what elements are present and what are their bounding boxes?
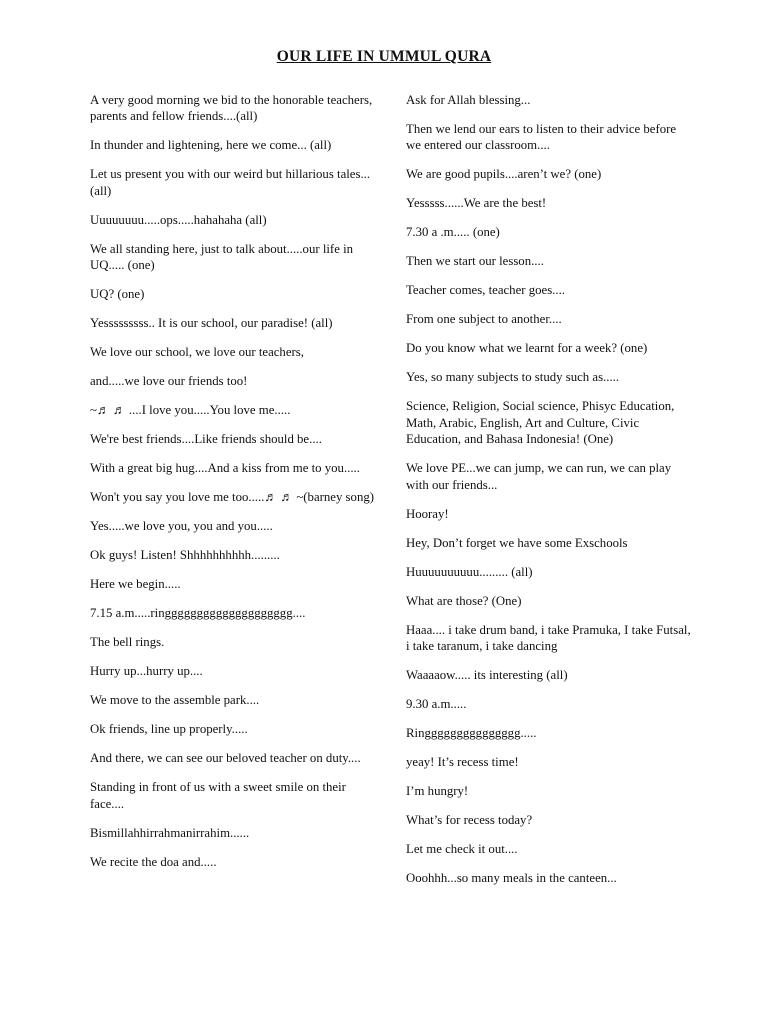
script-line: We all standing here, just to talk about.....our life in UQ..... (one): [90, 241, 354, 273]
script-line: We move to the assemble park....: [90, 693, 260, 708]
script-line: Bismillahhirrahmanirrahim......: [90, 825, 250, 840]
script-line: Hey, Don’t forget we have some Exschools: [406, 535, 628, 550]
script-line: Then we lend our ears to listen to their advice before we entered our classroom....: [406, 122, 677, 153]
script-line: We recite the doa and.....: [90, 854, 217, 869]
script-line: Ok friends, line up properly.....: [90, 722, 248, 737]
script-line: Ok guys! Listen! Shhhhhhhhhh.........: [90, 548, 280, 563]
script-line: Hooray!: [406, 506, 449, 521]
script-line: With a great big hug....And a kiss from me to you.....: [90, 461, 360, 476]
script-line: Let us present you with our weird but hillarious tales...(all): [90, 167, 371, 198]
script-line: What are those? (One): [406, 593, 522, 608]
script-line: Uuuuuuuu.....ops.....hahahaha (all): [90, 212, 267, 227]
script-line: Ask for Allah blessing...: [406, 93, 531, 107]
script-line: Science, Religion, Social science, Phisyc Education, Math, Arabic, English, Art and Culture, Civic Education, and Bahasa Indonesia! (One): [406, 399, 675, 447]
script-line: And there, we can see our beloved teacher on duty....: [90, 751, 361, 766]
script-line: Haaa.... i take drum band, i take Pramuka, I take Futsal, i take taranum, i take dancing: [406, 622, 691, 654]
script-line: Do you know what we learnt for a week? (one): [406, 341, 648, 356]
script-line: Yes.....we love you, you and you.....: [90, 519, 273, 534]
script-line: From one subject to another....: [406, 312, 562, 327]
script-line: Yesssssssss.. It is our school, our paradise! (all): [90, 316, 333, 331]
script-line: Then we start our lesson....: [406, 254, 544, 269]
script-line: Teacher comes, teacher goes....: [406, 283, 565, 298]
script-line: Let me check it out....: [406, 842, 518, 857]
script-line: yeay! It’s recess time!: [406, 755, 519, 770]
left-column: [90, 92, 380, 883]
script-line: In thunder and lightening, here we come... (all): [90, 138, 332, 153]
script-line: We love our school, we love our teachers,: [90, 345, 304, 360]
script-line: What’s for recess today?: [406, 813, 533, 828]
script-line: I’m hungry!: [406, 784, 469, 799]
script-line: Ringgggggggggggggg.....: [406, 726, 537, 741]
script-line: 7.30 a .m..... (one): [406, 225, 500, 240]
script-line: and.....we love our friends too!: [90, 374, 248, 389]
script-line: ~♬ ♬ ....I love you.....You love me.....: [90, 403, 291, 418]
script-line: 7.15 a.m.....ringggggggggggggggggggg....: [90, 606, 306, 621]
script-line: A very good morning we bid to the honorable teachers, parents and fellow friends....(all): [90, 93, 373, 124]
page-title: OUR LIFE IN UMMUL QURA: [276, 48, 492, 65]
script-line: The bell rings.: [90, 635, 165, 650]
script-line: UQ? (one): [90, 287, 145, 302]
script-line: 9.30 a.m.....: [406, 697, 467, 712]
script-line: Huuuuuuuuuu......... (all): [406, 564, 533, 579]
script-line: Yesssss......We are the best!: [406, 196, 547, 211]
script-line: We are good pupils....aren’t we? (one): [406, 167, 602, 182]
script-line: We're best friends....Like friends should be....: [90, 432, 322, 447]
script-line: Yes, so many subjects to study such as.....: [406, 370, 620, 385]
script-line: Standing in front of us with a sweet smile on their face....: [90, 780, 346, 811]
script-line: We love PE...we can jump, we can run, we can play with our friends...: [406, 461, 672, 492]
script-line: Waaaaow..... its interesting (all): [406, 668, 568, 683]
script-line: Ooohhh...so many meals in the canteen...: [406, 871, 617, 886]
script-line: Hurry up...hurry up....: [90, 664, 203, 679]
script-line: Won't you say you love me too.....♬ ♬ ~(barney song): [90, 490, 374, 505]
script-line: Here we begin.....: [90, 577, 181, 592]
right-column: [406, 92, 692, 899]
